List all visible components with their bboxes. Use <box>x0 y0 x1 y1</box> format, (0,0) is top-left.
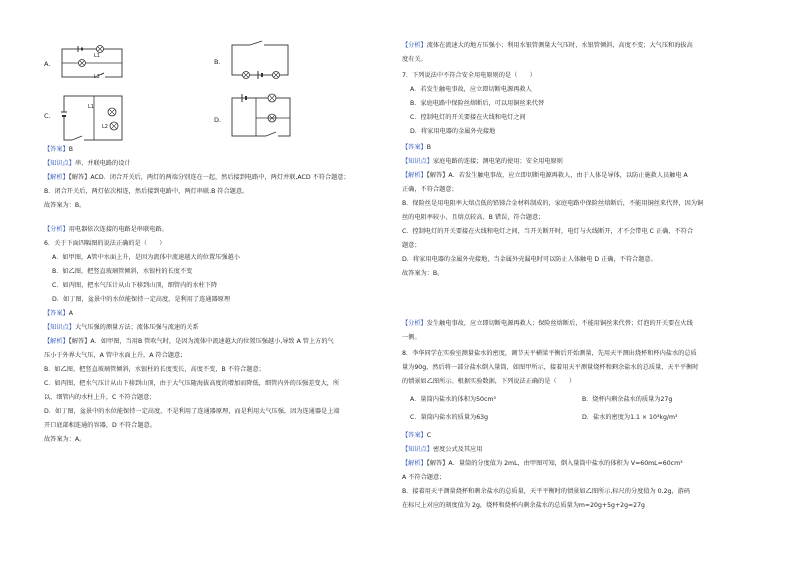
q8-solution-line: B．接着用天平测量烧杯和剩余盐水的总质量，天平平衡时的情景如乙图所示,标尺的分度值为 0.2g，游码 <box>402 488 691 495</box>
q8-knowledge: 【知识点】密度公式及其应用 <box>402 446 483 453</box>
circuit-a-diagram <box>56 44 128 82</box>
q7-solution-line: 【解析】【解答】A．若发生触电事故，应立即切断电源再救人，由于人体是导体，以防止施救人员触电 A <box>402 172 688 179</box>
q7-solution-line: B．保险丝是用电阻率大熔点低的铅锑合金材料制成的，家庭电路中保险丝熔断后，不能用铜丝来代替，因为铜 <box>402 200 704 207</box>
circuit-c-diagram <box>58 90 130 146</box>
circuit-d-label: D. <box>214 116 222 124</box>
circuit-c-l2: L2 <box>102 124 108 130</box>
q6-option-c: C．如丙图，把水气压计从山下移到山顶，细管内的水柱下降 <box>52 282 218 289</box>
q6-solution-line: C．如丙图，把水气压计从山下移到山顶，由于大气压随海拔高度的增加而降低，细管内外的压强差变大，所 <box>44 380 340 387</box>
q6-solution-line: 故答案为：A。 <box>44 436 86 443</box>
q7-analysis-line: 一侧。 <box>402 334 421 341</box>
circuit-a-l1: L1 <box>94 53 100 59</box>
circuit-b-diagram <box>226 40 296 80</box>
q6-solution-line: 压小于外界大气压，A 管中水面上升，A 符合题意； <box>44 352 187 359</box>
q8-question-line: 量为90g，然后将一部分盐水倒入量筒，如图甲所示，接着用天平测量烧杯和剩余盐水的总质量，天平平衡时 <box>402 364 699 371</box>
q6-knowledge: 【知识点】大气压强的测量方法；流体压强与流速的关系 <box>44 324 199 331</box>
q7-solution-line: 故答案为：B。 <box>402 270 444 277</box>
q5-analysis: 【分析】用电器依次连接的电路是串联电路。 <box>44 226 168 233</box>
q8-solution-line: 【解析】【解答】A．量筒的分度值为 2mL，由甲图可知，倒入量筒中盐水的体积为 V=60mL=60cm³ <box>402 460 683 467</box>
q8-option-c: C．量筒内盐水的质量为63g <box>410 414 488 421</box>
q5-solution-line: B．闭合开关后，两灯依次相连，然后接到电路中，两灯串联.B 符合题意。 <box>44 188 249 195</box>
q6-analysis-line: 度有关。 <box>402 56 427 63</box>
q7-knowledge: 【知识点】家庭电路的连接；测电笔的使用；安全用电原则 <box>402 158 563 165</box>
circuit-a-l2: L2 <box>94 74 100 80</box>
q7-analysis-line: 【分析】发生触电事故，应立即切断电源再救人；保险丝熔断后，不能用铜丝来代替；灯泡的开关要在火线 <box>402 320 693 327</box>
q7-option-d: D．将家用电器的金属外壳接地 <box>410 128 496 135</box>
q6-solution-line: D．如丁图，盆景中的水位能保持一定高度，不是利用了连通器原理，而是利用大气压强，因为连通器是上端 <box>44 408 340 415</box>
circuit-c-l1: L1 <box>88 104 94 110</box>
q7-option-b: B．家庭电路中保险丝熔断后，可以用铜丝来代替 <box>410 100 545 107</box>
circuit-d-diagram <box>226 90 298 142</box>
circuit-b-label: B. <box>214 58 221 66</box>
q6-solution-line: 开口底部相连通的容器，D 不符合题意。 <box>44 422 156 429</box>
q6-option-a: A．如甲图，A管中水面上升，是因为流体中流速越大的位置压强越小 <box>52 254 240 261</box>
circuit-a-label: A. <box>44 60 51 68</box>
q6-answer: 【答案】A <box>44 310 73 317</box>
q6-solution-line: 以，细管内的水柱上升，C 不符合题意； <box>44 394 156 401</box>
q8-solution-line: 在标尺上对应的刻度值为 2g，烧杯和烧杯内剩余盐水的总质量为m=20g+5g+2g=27g <box>402 502 645 509</box>
q6-solution-line: B．如乙图，把竖直玻璃管倾斜，水银柱的长度变长，高度不变，B 不符合题意； <box>44 366 265 373</box>
q7-option-c: C．控制电灯的开关要接在火线和电灯之间 <box>410 114 526 121</box>
q8-question-line: 8．李华同学在实验室测量盐水的密度，调节天平横梁平衡后开始测量，先用天平测出烧杯和杯内盐水的总质 <box>402 350 697 357</box>
q7-solution-line: C．控制电灯的开关要接在火线和电灯之间，当开关断开时，电灯与火线断开，才不会带电 C 正确，不符合 <box>402 228 694 235</box>
q6-option-b: B．如乙图，把竖直玻璃管倾斜，水银柱的长度不变 <box>52 268 193 275</box>
q6-solution-line: 【解析】【解答】A．如甲图，当用B 管吹气时，是因为流体中流速越大的位置压强越小,导致 A 管上方的气 <box>44 338 334 345</box>
q8-answer: 【答案】C <box>402 432 432 439</box>
circuit-c-label: C. <box>44 112 51 120</box>
q6-question: 6．关于下面四幅图的说法正确的是（ ） <box>44 240 166 247</box>
q5-solution-line: 【解析】【解答】ACD．闭合开关后，两灯的两端分别连在一起，然后接到电路中，两灯并联,ACD 不符合题意； <box>44 174 350 181</box>
q7-question: 7．下列说法中不符合安全用电原则的是（ ） <box>402 72 536 79</box>
q6-analysis-line: 【分析】流体在流速大的地方压强小；利用水银管测量大气压时，水银管倾斜，高度不变；大气压和海拔高 <box>402 42 693 49</box>
q7-solution-line: D．将家用电器的金属外壳接地，当金属外壳漏电时可以防止人体触电 D 正确，不符合题意。 <box>402 256 657 263</box>
q8-question-line: 的情景如乙图所示。根据实验数据，下列说法正确的是（ ） <box>402 378 576 385</box>
q8-solution-line: A 不符合题意； <box>402 474 446 481</box>
q5-answer: 【答案】B <box>44 146 73 153</box>
q7-option-a: A．若发生触电事故，应立即切断电源再救人 <box>410 86 532 93</box>
q8-option-a: A．量筒内盐水的体积为50cm³ <box>410 396 496 403</box>
q5-solution-line: 故答案为：B。 <box>44 202 86 209</box>
q7-answer: 【答案】B <box>402 144 431 151</box>
q8-option-b: B．烧杯内剩余盐水的质量为27g <box>582 396 673 403</box>
q7-solution-line: 题意； <box>402 242 421 249</box>
q8-option-d: D．盐水的密度为1.1 × 10³kg/m³ <box>582 414 678 421</box>
q7-solution-line: 丝的电阻率较小，且熔点较高，B 错误，符合题意； <box>402 214 545 221</box>
q7-solution-line: 正确，不符合题意； <box>402 186 458 193</box>
q5-knowledge: 【知识点】串、并联电路的设计 <box>44 160 131 167</box>
q6-option-d: D．如丁图，盆景中的水位能保持一定高度，是利用了连通器原理 <box>52 296 231 303</box>
